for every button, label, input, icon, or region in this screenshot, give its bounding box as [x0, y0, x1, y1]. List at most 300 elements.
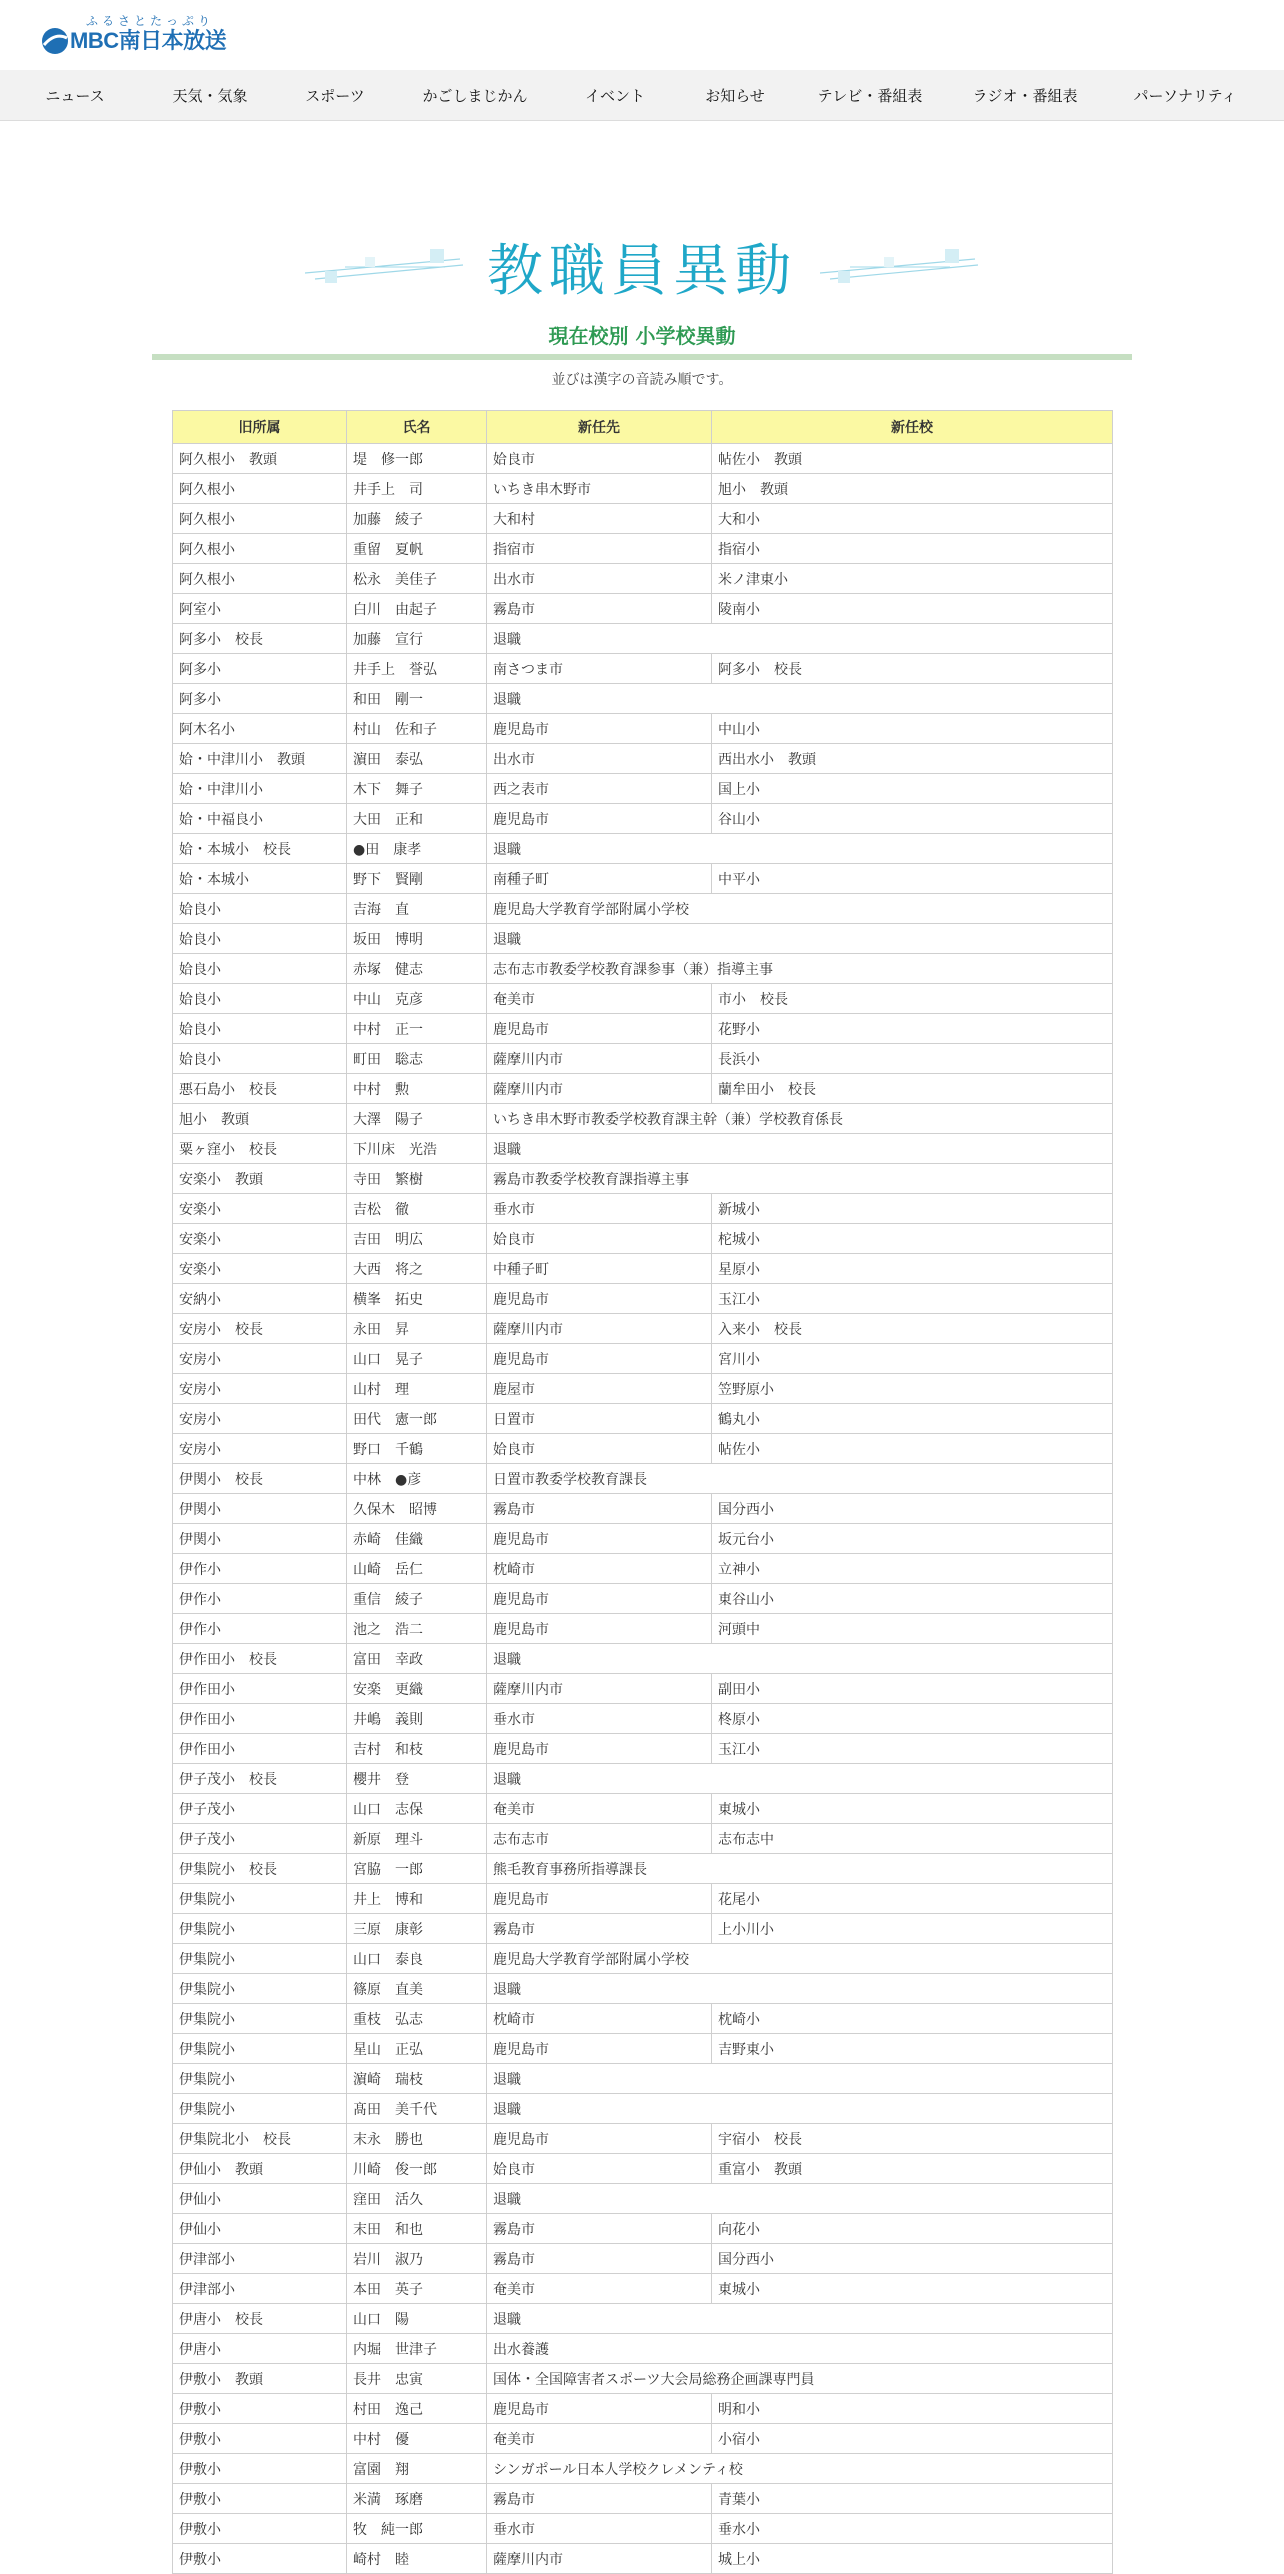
table-cell: 霧島市: [487, 1494, 712, 1524]
table-cell: 大澤 陽子: [347, 1104, 487, 1134]
table-cell: 伊仙小: [173, 2214, 347, 2244]
table-cell: 垂水小: [712, 2514, 1113, 2544]
table-cell: 星山 正弘: [347, 2034, 487, 2064]
transfer-table: [172, 410, 1113, 2574]
table-row: [173, 2154, 1113, 2184]
sort-note: 並びは漢字の音読み順です。: [551, 372, 733, 388]
table-row: [173, 1524, 1113, 1554]
table-cell: 中平小: [712, 864, 1113, 894]
table-row: [173, 2034, 1113, 2064]
table-row: [173, 1914, 1113, 1944]
table-cell: 内堀 世津子: [347, 2334, 487, 2364]
table-row: [173, 504, 1113, 534]
table-cell: 赤塚 健志: [347, 954, 487, 984]
table-cell: 伊敷小: [173, 2424, 347, 2454]
table-cell: 堤 修一郎: [347, 444, 487, 474]
table-cell: ●田 康孝: [347, 834, 487, 864]
table-cell: 和田 剛一: [347, 684, 487, 714]
table-cell: 鶴丸小: [712, 1404, 1113, 1434]
table-cell: 退職: [487, 1644, 1113, 1674]
table-cell: 阿木名小: [173, 714, 347, 744]
table-cell: 崎村 睦: [347, 2544, 487, 2574]
table-row: [173, 1314, 1113, 1344]
table-cell: 伊津部小: [173, 2274, 347, 2304]
table-cell: 薩摩川内市: [487, 1044, 712, 1074]
table-cell: 横峯 拓史: [347, 1284, 487, 1314]
nav-item[interactable]: かごしまじかん: [422, 86, 528, 105]
table-cell: 霧島市: [487, 2214, 712, 2244]
table-cell: 笠野原小: [712, 1374, 1113, 1404]
table-cell: 井手上 司: [347, 474, 487, 504]
table-row: [173, 1044, 1113, 1074]
table-cell: 枕崎小: [712, 2004, 1113, 2034]
table-cell: 花野小: [712, 1014, 1113, 1044]
table-cell: 指宿市: [487, 534, 712, 564]
table-cell: 伊集院小: [173, 2064, 347, 2094]
table-row: [173, 1674, 1113, 1704]
table-cell: 安房小: [173, 1404, 347, 1434]
logo-tagline: ふるさとたっぷり: [86, 14, 215, 28]
table-cell: 伊集院北小 校長: [173, 2124, 347, 2154]
table-cell: 篠原 直美: [347, 1974, 487, 2004]
table-cell: 鹿児島市: [487, 1524, 712, 1554]
table-cell: 退職: [487, 1134, 1113, 1164]
table-row: [173, 1344, 1113, 1374]
table-cell: 伊集院小: [173, 1974, 347, 2004]
table-cell: 阿久根小: [173, 504, 347, 534]
table-cell: 退職: [487, 624, 1113, 654]
table-cell: 山口 泰良: [347, 1944, 487, 1974]
table-cell: 安納小: [173, 1284, 347, 1314]
table-cell: 出水市: [487, 744, 712, 774]
table-row: [173, 1434, 1113, 1464]
table-cell: 加藤 宣行: [347, 624, 487, 654]
table-cell: 安楽小 教頭: [173, 1164, 347, 1194]
table-cell: 伊唐小: [173, 2334, 347, 2364]
table-row: [173, 1554, 1113, 1584]
table-row: [173, 1614, 1113, 1644]
table-cell: 伊集院小 校長: [173, 1854, 347, 1884]
table-cell: 姶良小: [173, 1014, 347, 1044]
table-cell: シンガポール日本人学校クレメンティ校: [487, 2454, 1113, 2484]
table-header-row: [173, 411, 1113, 444]
table-cell: 枕崎市: [487, 2004, 712, 2034]
table-cell: 安楽小: [173, 1194, 347, 1224]
table-cell: 伊仙小 教頭: [173, 2154, 347, 2184]
table-cell: 鹿児島市: [487, 2124, 712, 2154]
table-cell: 阿多小: [173, 684, 347, 714]
table-row: [173, 1584, 1113, 1614]
table-cell: 入来小 校長: [712, 1314, 1113, 1344]
table-cell: 寺田 繁樹: [347, 1164, 487, 1194]
table-cell: 伊作田小: [173, 1674, 347, 1704]
table-row: [173, 1404, 1113, 1434]
table-cell: 富田 幸政: [347, 1644, 487, 1674]
table-cell: 谷山小: [712, 804, 1113, 834]
table-cell: 加藤 綾子: [347, 504, 487, 534]
table-row: [173, 1494, 1113, 1524]
table-row: [173, 1014, 1113, 1044]
nav-item[interactable]: ラジオ・番組表: [972, 86, 1078, 105]
table-row: [173, 1854, 1113, 1884]
table-cell: 吉田 明広: [347, 1224, 487, 1254]
table-cell: 村田 逸己: [347, 2394, 487, 2424]
table-row: [173, 1794, 1113, 1824]
table-cell: 東城小: [712, 2274, 1113, 2304]
page-title: 教職員異動: [487, 239, 797, 304]
table-row: [173, 1374, 1113, 1404]
table-cell: 国分西小: [712, 2244, 1113, 2274]
table-cell: 柁城小: [712, 1224, 1113, 1254]
table-cell: 副田小: [712, 1674, 1113, 1704]
table-cell: 帖佐小 教頭: [712, 444, 1113, 474]
table-cell: 城上小: [712, 2544, 1113, 2574]
table-cell: 安楽小: [173, 1224, 347, 1254]
table-cell: 中村 正一: [347, 1014, 487, 1044]
table-cell: 中山小: [712, 714, 1113, 744]
table-row: [173, 2274, 1113, 2304]
table-cell: 阿室小: [173, 594, 347, 624]
table-cell: 白川 由起子: [347, 594, 487, 624]
table-cell: 富園 翔: [347, 2454, 487, 2484]
logo-text: MBC南日本放送: [70, 28, 227, 53]
nav-item[interactable]: ニュース: [45, 86, 105, 105]
table-row: [173, 2544, 1113, 2574]
table-cell: 中山 克彦: [347, 984, 487, 1014]
table-cell: 吉松 徹: [347, 1194, 487, 1224]
nav-item[interactable]: パーソナリティ: [1133, 86, 1237, 105]
subtitle-divider: [152, 354, 1132, 360]
table-cell: 安楽小: [173, 1254, 347, 1284]
table-cell: 西之表市: [487, 774, 712, 804]
table-cell: 米満 琢磨: [347, 2484, 487, 2514]
table-row: [173, 774, 1113, 804]
table-cell: 重留 夏帆: [347, 534, 487, 564]
table-cell: 鹿児島市: [487, 2034, 712, 2064]
site-header: [0, 0, 1284, 70]
table-row: [173, 2484, 1113, 2514]
table-cell: 鹿児島市: [487, 804, 712, 834]
table-cell: 村山 佐和子: [347, 714, 487, 744]
table-cell: 安房小: [173, 1434, 347, 1464]
nav-item[interactable]: テレビ・番組表: [817, 86, 923, 105]
table-row: [173, 894, 1113, 924]
table-cell: 伊集院小: [173, 1884, 347, 1914]
table-cell: 吉野東小: [712, 2034, 1113, 2064]
table-cell: 姶良市: [487, 444, 712, 474]
table-cell: 山村 理: [347, 1374, 487, 1404]
table-cell: 伊敷小: [173, 2544, 347, 2574]
table-cell: 伊関小: [173, 1494, 347, 1524]
table-cell: いちき串木野市: [487, 474, 712, 504]
table-row: [173, 564, 1113, 594]
table-row: [173, 474, 1113, 504]
table-row: [173, 2304, 1113, 2334]
table-cell: 上小川小: [712, 1914, 1113, 1944]
nav-item[interactable]: イベント: [584, 86, 645, 105]
table-cell: 井上 博和: [347, 1884, 487, 1914]
table-row: [173, 1704, 1113, 1734]
table-cell: 国上小: [712, 774, 1113, 804]
table-row: [173, 1944, 1113, 1974]
table-cell: 重富小 教頭: [712, 2154, 1113, 2184]
table-cell: 明和小: [712, 2394, 1113, 2424]
nav-item[interactable]: スポーツ: [305, 86, 365, 105]
table-row: [173, 2184, 1113, 2214]
table-cell: 大和村: [487, 504, 712, 534]
column-header: 旧所属: [173, 411, 347, 444]
table-cell: 中村 勲: [347, 1074, 487, 1104]
table-row: [173, 1164, 1113, 1194]
table-cell: 永田 昇: [347, 1314, 487, 1344]
table-cell: 指宿小: [712, 534, 1113, 564]
table-cell: 阿久根小: [173, 534, 347, 564]
table-row: [173, 924, 1113, 954]
table-cell: いちき串木野市教委学校教育課主幹（兼）学校教育係長: [487, 1104, 1113, 1134]
table-row: [173, 984, 1113, 1014]
table-row: [173, 2394, 1113, 2424]
table-row: [173, 1224, 1113, 1254]
table-cell: 霧島市: [487, 594, 712, 624]
table-cell: 奄美市: [487, 2274, 712, 2304]
table-cell: 東城小: [712, 1794, 1113, 1824]
table-cell: 伊集院小: [173, 1914, 347, 1944]
table-row: [173, 1884, 1113, 1914]
table-cell: 長浜小: [712, 1044, 1113, 1074]
table-cell: 退職: [487, 834, 1113, 864]
table-cell: 奄美市: [487, 1794, 712, 1824]
table-cell: 濵崎 瑞枝: [347, 2064, 487, 2094]
table-cell: 伊作田小: [173, 1734, 347, 1764]
table-cell: 鹿児島市: [487, 1584, 712, 1614]
table-cell: 国分西小: [712, 1494, 1113, 1524]
column-header: 新任先: [487, 411, 712, 444]
table-cell: 伊作小: [173, 1614, 347, 1644]
table-cell: 粟ヶ窪小 校長: [173, 1134, 347, 1164]
table-cell: 大西 将之: [347, 1254, 487, 1284]
table-cell: 南種子町: [487, 864, 712, 894]
table-cell: 伊関小 校長: [173, 1464, 347, 1494]
table-row: [173, 1284, 1113, 1314]
table-cell: 枕崎市: [487, 1554, 712, 1584]
table-row: [173, 804, 1113, 834]
table-row: [173, 2334, 1113, 2364]
table-cell: 井嶋 義則: [347, 1704, 487, 1734]
table-cell: 垂水市: [487, 1194, 712, 1224]
table-cell: 伊敷小: [173, 2454, 347, 2484]
table-cell: 阿多小: [173, 654, 347, 684]
table-cell: 鹿児島市: [487, 1344, 712, 1374]
table-cell: 垂水市: [487, 1704, 712, 1734]
table-cell: 立神小: [712, 1554, 1113, 1584]
table-row: [173, 864, 1113, 894]
table-cell: 霧島市: [487, 2484, 712, 2514]
table-cell: 玉江小: [712, 1734, 1113, 1764]
section-subtitle: 現在校別 小学校異動: [548, 324, 736, 348]
table-cell: 鹿児島市: [487, 1614, 712, 1644]
table-row: [173, 714, 1113, 744]
table-cell: 重信 綾子: [347, 1584, 487, 1614]
main-navigation: [0, 70, 1284, 121]
table-cell: 阿久根小: [173, 564, 347, 594]
table-cell: 退職: [487, 2094, 1113, 2124]
table-cell: 阿久根小: [173, 474, 347, 504]
table-cell: 姶良小: [173, 894, 347, 924]
table-cell: 向花小: [712, 2214, 1113, 2244]
table-cell: 伊唐小 校長: [173, 2304, 347, 2334]
table-cell: 伊集院小: [173, 2004, 347, 2034]
table-cell: 鹿児島市: [487, 714, 712, 744]
table-cell: 霧島市: [487, 1914, 712, 1944]
table-cell: 鹿児島市: [487, 1284, 712, 1314]
table-cell: 阿多小 校長: [173, 624, 347, 654]
table-row: [173, 1464, 1113, 1494]
table-cell: 末永 勝也: [347, 2124, 487, 2154]
nav-item[interactable]: お知らせ: [705, 86, 765, 105]
table-cell: 蘭牟田小 校長: [712, 1074, 1113, 1104]
table-cell: 新原 理斗: [347, 1824, 487, 1854]
table-row: [173, 444, 1113, 474]
table-cell: 鹿児島市: [487, 1014, 712, 1044]
table-row: [173, 2364, 1113, 2394]
table-cell: 姶・中津川小: [173, 774, 347, 804]
table-cell: 吉海 直: [347, 894, 487, 924]
table-cell: 鹿児島大学教育学部附属小学校: [487, 1944, 1113, 1974]
table-cell: 出水養護: [487, 2334, 1113, 2364]
table-cell: 姶良小: [173, 954, 347, 984]
table-cell: 伊敷小: [173, 2394, 347, 2424]
table-cell: 阿久根小 教頭: [173, 444, 347, 474]
table-cell: 薩摩川内市: [487, 1074, 712, 1104]
table-cell: 姶良市: [487, 1434, 712, 1464]
table-cell: 中林 ●彦: [347, 1464, 487, 1494]
table-cell: 新城小: [712, 1194, 1113, 1224]
table-cell: 志布志中: [712, 1824, 1113, 1854]
table-cell: 南さつま市: [487, 654, 712, 684]
table-cell: 鹿児島市: [487, 2394, 712, 2424]
table-cell: 中種子町: [487, 1254, 712, 1284]
table-cell: 長井 忠寅: [347, 2364, 487, 2394]
table-cell: 悪石島小 校長: [173, 1074, 347, 1104]
decorative-lines-right-icon: [820, 245, 980, 285]
table-cell: 薩摩川内市: [487, 1314, 712, 1344]
table-cell: 玉江小: [712, 1284, 1113, 1314]
table-cell: 姶・中福良小: [173, 804, 347, 834]
table-cell: 鹿屋市: [487, 1374, 712, 1404]
table-cell: 伊津部小: [173, 2244, 347, 2274]
table-cell: 熊毛教育事務所指導課長: [487, 1854, 1113, 1884]
table-row: [173, 2454, 1113, 2484]
table-cell: 松永 美佳子: [347, 564, 487, 594]
table-cell: 青葉小: [712, 2484, 1113, 2514]
table-cell: 伊敷小: [173, 2484, 347, 2514]
table-cell: 安房小: [173, 1344, 347, 1374]
table-row: [173, 2244, 1113, 2274]
table-cell: 退職: [487, 1974, 1113, 2004]
table-cell: 姶・本城小 校長: [173, 834, 347, 864]
table-row: [173, 2424, 1113, 2454]
table-cell: 安房小 校長: [173, 1314, 347, 1344]
table-cell: 退職: [487, 2064, 1113, 2094]
table-cell: 野下 賢剛: [347, 864, 487, 894]
table-cell: 伊集院小: [173, 2094, 347, 2124]
table-cell: 大和小: [712, 504, 1113, 534]
table-cell: 木下 舞子: [347, 774, 487, 804]
table-cell: 伊作田小 校長: [173, 1644, 347, 1674]
table-row: [173, 2514, 1113, 2544]
table-row: [173, 684, 1113, 714]
table-cell: 旭小 教頭: [712, 474, 1113, 504]
table-cell: 坂元台小: [712, 1524, 1113, 1554]
table-cell: 国体・全国障害者スポーツ大会局総務企画課専門員: [487, 2364, 1113, 2394]
table-row: [173, 1104, 1113, 1134]
table-cell: 退職: [487, 684, 1113, 714]
table-cell: 退職: [487, 924, 1113, 954]
table-cell: 岩川 淑乃: [347, 2244, 487, 2274]
table-cell: 鹿児島大学教育学部附属小学校: [487, 894, 1113, 924]
table-cell: 柊原小: [712, 1704, 1113, 1734]
table-cell: 安楽 更織: [347, 1674, 487, 1704]
table-cell: 旭小 教頭: [173, 1104, 347, 1134]
table-cell: 花尾小: [712, 1884, 1113, 1914]
table-row: [173, 1254, 1113, 1284]
table-cell: 伊仙小: [173, 2184, 347, 2214]
table-cell: 垂水市: [487, 2514, 712, 2544]
table-cell: 伊敷小 教頭: [173, 2364, 347, 2394]
table-row: [173, 1074, 1113, 1104]
table-row: [173, 954, 1113, 984]
transfer-table-container: [172, 410, 1112, 2574]
table-cell: 薩摩川内市: [487, 2544, 712, 2574]
table-cell: 末田 和也: [347, 2214, 487, 2244]
table-cell: 退職: [487, 1764, 1113, 1794]
table-cell: 日置市: [487, 1404, 712, 1434]
table-row: [173, 1194, 1113, 1224]
table-cell: 姶・本城小: [173, 864, 347, 894]
table-cell: 姶良市: [487, 2154, 712, 2184]
table-cell: 星原小: [712, 1254, 1113, 1284]
table-cell: 西出水小 教頭: [712, 744, 1113, 774]
table-row: [173, 2064, 1113, 2094]
table-cell: 日置市教委学校教育課長: [487, 1464, 1113, 1494]
table-cell: 伊集院小: [173, 2034, 347, 2064]
table-cell: 久保木 昭博: [347, 1494, 487, 1524]
column-header: 新任校: [712, 411, 1113, 444]
table-cell: 山口 志保: [347, 1794, 487, 1824]
table-cell: 重枝 弘志: [347, 2004, 487, 2034]
nav-item[interactable]: 天気・気象: [172, 86, 248, 105]
table-cell: 薩摩川内市: [487, 1674, 712, 1704]
table-cell: 伊子茂小 校長: [173, 1764, 347, 1794]
table-row: [173, 594, 1113, 624]
table-cell: 退職: [487, 2304, 1113, 2334]
table-cell: 伊関小: [173, 1524, 347, 1554]
table-cell: 出水市: [487, 564, 712, 594]
table-cell: 牧 純一郎: [347, 2514, 487, 2544]
table-cell: 池之 浩二: [347, 1614, 487, 1644]
table-row: [173, 744, 1113, 774]
table-cell: 姶良小: [173, 1044, 347, 1074]
table-cell: 小宿小: [712, 2424, 1113, 2454]
table-cell: 霧島市: [487, 2244, 712, 2274]
table-cell: 町田 聡志: [347, 1044, 487, 1074]
table-row: [173, 834, 1113, 864]
table-cell: 中村 優: [347, 2424, 487, 2454]
table-cell: 鹿児島市: [487, 1884, 712, 1914]
table-cell: 奄美市: [487, 2424, 712, 2454]
table-row: [173, 1734, 1113, 1764]
table-cell: 東谷山小: [712, 1584, 1113, 1614]
